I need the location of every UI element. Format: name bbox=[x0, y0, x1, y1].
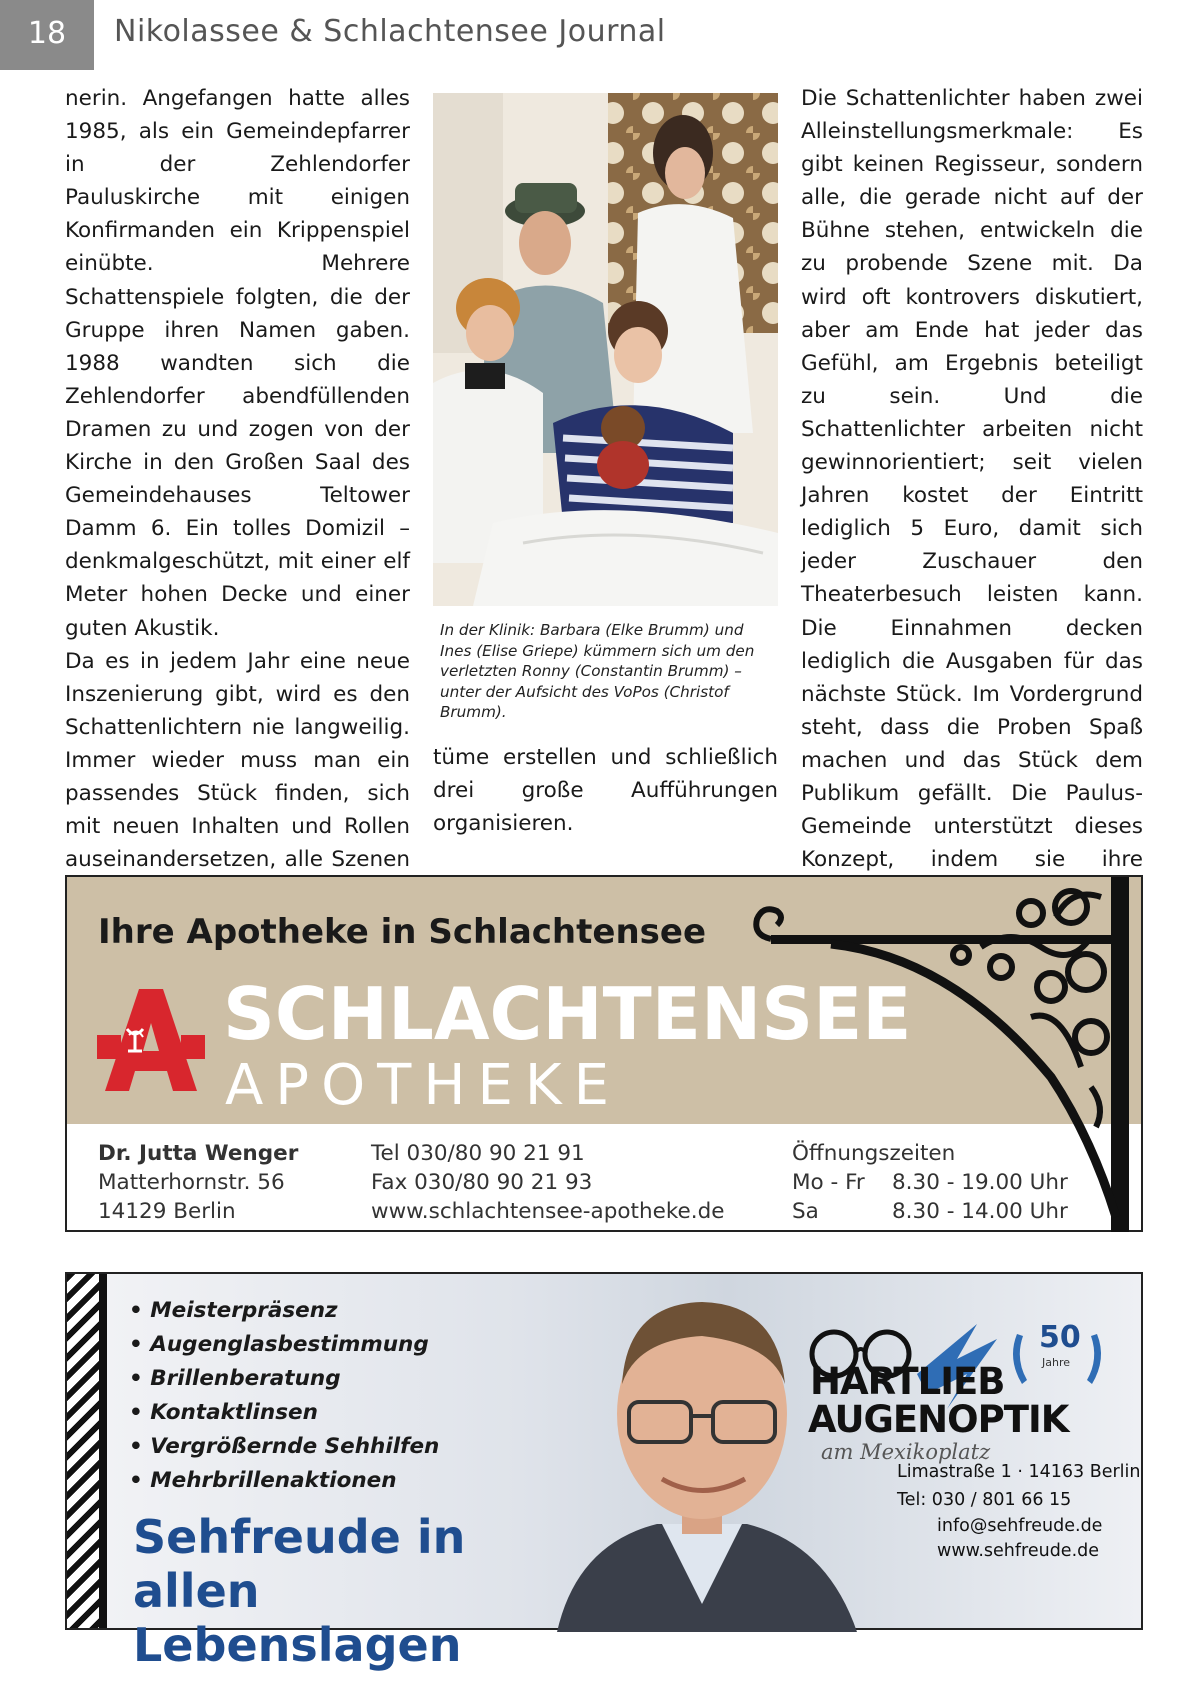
list-item: • Mehrbrillenaktionen bbox=[129, 1464, 439, 1498]
pharmacy-hours-day: Sa bbox=[792, 1199, 819, 1224]
list-item: • Brillenberatung bbox=[129, 1362, 439, 1396]
optician-brand-line2: AUGENOPTIK bbox=[808, 1398, 1069, 1441]
apotheke-a-logo-icon bbox=[97, 985, 205, 1097]
optician-brand-line1: HARTLIEB bbox=[810, 1360, 1005, 1403]
article-column-right bbox=[801, 82, 1143, 976]
article-column-left bbox=[65, 82, 410, 909]
anniversary-label: Jahre bbox=[1041, 1356, 1070, 1369]
article-paragraph: Da es in jedem Jahr eine neue Inszenierung gibt, wird es den Schattenlichtern nie langweilig. Immer wieder muss man ein passendes Stück finden, sich mit neuen Inhalten und Rollen auseinandersetzen, alle Szenen bbox=[65, 648, 410, 873]
pharmacy-subname: APOTHEKE bbox=[225, 1053, 621, 1118]
optician-website[interactable]: www.sehfreude.de bbox=[937, 1541, 1100, 1561]
pharmacy-address bbox=[98, 1139, 298, 1226]
pharmacy-hours-row bbox=[792, 1197, 1068, 1226]
pharmacy-name: SCHLACHTENSEE bbox=[223, 972, 912, 1056]
list-item: • Kontaktlinsen bbox=[129, 1396, 439, 1430]
article-paragraph: Die Schattenlichter haben zwei Alleinstellungsmerkmale: Es gibt keinen Regisseur, sondern alle, die gerade nicht auf der Bühne stehen, entwickeln die zu probende Szene mit. Da wird oft kontrovers diskutiert, aber am Ende hat jeder das Gefühl, am Ergebnis beteiligt zu sein. Und die Schattenlichter arbeiten nicht gewinnorientiert; seit vielen Jahren kostet der Eintritt lediglich 5 Euro, damit sich jeder Zuschauer den Theaterbesuch leisten kann. Die Einnahmen decken lediglich die Ausgaben für das nächste Stück. Im Vordergrund steht, dass die Proben Spaß machen und das Stück dem Publikum gefällt. Die Paulus-Gemeinde unterstützt dieses Konzept, indem sie ihre bbox=[801, 86, 1143, 873]
optician-ad bbox=[65, 1272, 1143, 1672]
article-paragraph: nerin. Angefangen hatte alles 1985, als ein Gemeindepfarrer in der Zehlendorfer Pauluskirche mit einigen Konfirmanden ein Krippenspiel einübte. Mehrere Schattenspiele folgten, die der Gruppe ihren Namen gaben. 1988 wandten sich die Zehlendorfer abendfüllenden Dramen zu und zogen von der Kirche in den Großen Saal des Gemeindehauses Teltower Damm 6. Ein tolles Domizil – denkmalgeschützt, mit einer elf Meter hohen Decke und einer guten Akustik. bbox=[65, 86, 410, 641]
pharmacy-hours-day: Mo - Fr bbox=[792, 1170, 865, 1195]
pharmacy-street: Matterhornstr. 56 bbox=[98, 1170, 285, 1195]
list-item: • Augenglasbestimmung bbox=[129, 1328, 439, 1362]
photo-caption: In der Klinik: Barbara (Elke Brumm) und Ines (Elise Griepe) kümmern sich um den verletzten Ronny (Constantin Brumm) – unter der Aufsicht des VoPos (Christof Brumm). bbox=[440, 621, 755, 721]
pharmacy-hours-time: 8.30 - 19.00 Uhr bbox=[892, 1170, 1068, 1195]
optician-tel: Tel: 030 / 801 66 15 bbox=[897, 1490, 1072, 1510]
pharmacy-hours-time: 8.30 - 14.00 Uhr bbox=[892, 1199, 1068, 1224]
theater-scene-image bbox=[433, 93, 778, 606]
pharmacy-hours-title: Öffnungszeiten bbox=[792, 1141, 956, 1166]
pharmacy-owner: Dr. Jutta Wenger bbox=[98, 1141, 299, 1166]
optician-contact bbox=[897, 1458, 1140, 1564]
pharmacy-ad bbox=[65, 875, 1143, 1232]
page-number: 18 bbox=[0, 0, 94, 70]
pharmacy-city: 14129 Berlin bbox=[98, 1199, 236, 1224]
list-item: • Meisterpräsenz bbox=[129, 1294, 439, 1328]
pharmacy-headline: Ihre Apotheke in Schlachtensee bbox=[98, 912, 707, 952]
optician-brand-line3: am Mexikoplatz bbox=[821, 1440, 991, 1464]
pharmacy-contact bbox=[371, 1139, 724, 1226]
list-item: • Vergrößernde Sehhilfen bbox=[129, 1430, 439, 1464]
pharmacy-hours bbox=[792, 1139, 1068, 1226]
pharmacy-website[interactable]: www.schlachtensee-apotheke.de bbox=[371, 1199, 725, 1224]
pharmacy-tel: Tel 030/80 90 21 91 bbox=[371, 1141, 585, 1166]
article-paragraph: tüme erstellen und schließlich drei große Aufführungen organisieren. bbox=[433, 745, 778, 837]
article-photo bbox=[433, 93, 778, 606]
anniversary-number: 50 bbox=[1039, 1320, 1081, 1355]
pharmacy-fax: Fax 030/80 90 21 93 bbox=[371, 1170, 593, 1195]
article-column-middle bbox=[433, 741, 778, 840]
pharmacy-hours-row bbox=[792, 1168, 1068, 1197]
optician-services-list bbox=[129, 1294, 439, 1498]
optician-slogan: Sehfreude in allen Lebenslagen bbox=[133, 1510, 466, 1672]
journal-title: Nikolassee & Schlachtensee Journal bbox=[114, 14, 666, 49]
optician-address: Limastraße 1 · 14163 Berlin bbox=[897, 1462, 1141, 1482]
optician-email[interactable]: info@sehfreude.de bbox=[937, 1516, 1103, 1536]
optician-ad-stripe-border bbox=[67, 1274, 107, 1628]
